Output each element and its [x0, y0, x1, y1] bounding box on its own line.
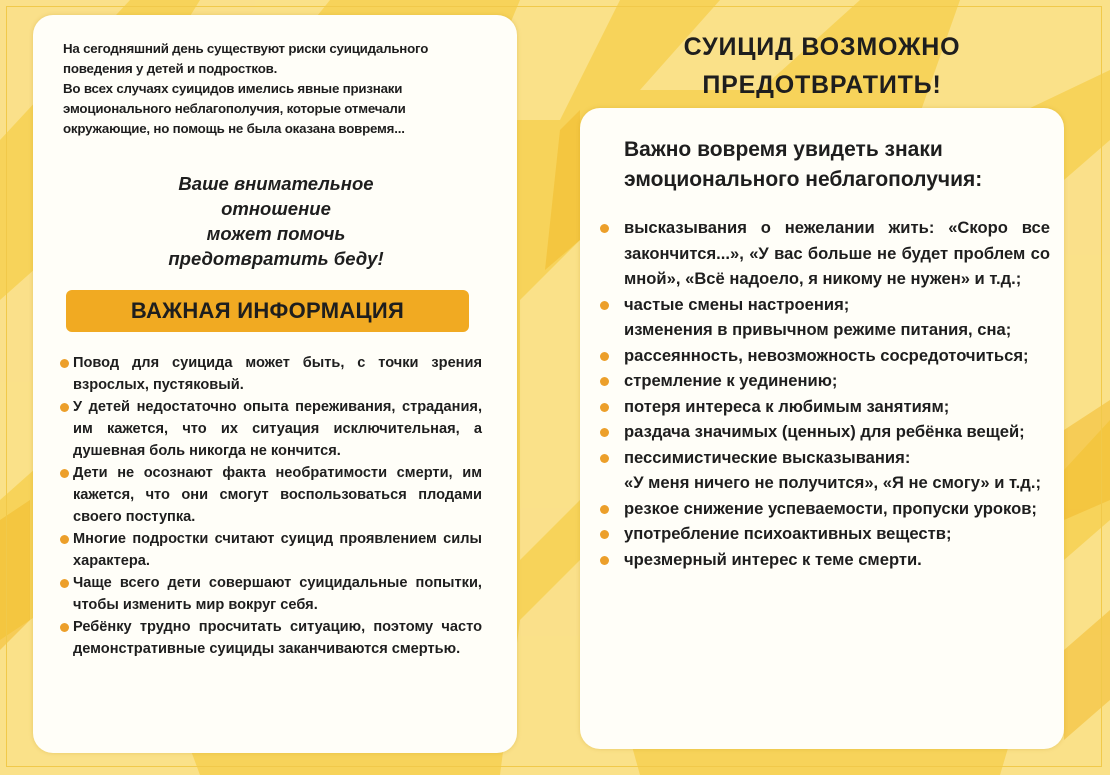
list-item	[600, 343, 1050, 369]
list-item	[60, 462, 482, 528]
fact-text: Чаще всего дети совершают суицидальные попытки, чтобы изменить мир вокруг себя.	[73, 575, 482, 613]
bullet-icon	[60, 623, 69, 632]
list-item	[600, 470, 1050, 496]
sign-text: частые смены настроения;	[624, 294, 850, 314]
callout-line: может помочь	[206, 223, 346, 244]
list-item	[600, 215, 1050, 292]
sign-text: «У меня ничего не получится», «Я не смогу» и т.д.;	[624, 473, 1041, 492]
intro-paragraph: На сегодняшний день существуют риски суицидального поведения у детей и подростков.	[63, 41, 429, 76]
bullet-icon	[600, 224, 609, 233]
bullet-icon	[600, 556, 609, 565]
bullet-icon	[600, 428, 609, 437]
bullet-icon	[600, 505, 609, 514]
sign-text: изменения в привычном режиме питания, сна;	[624, 320, 1012, 339]
list-item	[600, 317, 1050, 343]
main-title-line: ПРЕДОТВРАТИТЬ!	[702, 71, 942, 99]
fact-text: Дети не осознают факта необратимости смерти, им кажется, что они смогут воспользоваться плодами своего поступка.	[73, 465, 482, 525]
bullet-icon	[600, 454, 609, 463]
sign-text: стремление к уединению;	[624, 371, 838, 390]
signs-heading-line: эмоционального неблагополучия:	[624, 168, 983, 191]
bullet-icon	[60, 535, 69, 544]
bullet-icon	[60, 469, 69, 478]
fact-text: У детей недостаточно опыта переживания, страдания, им кажется, что их ситуация исключительная, а душевная боль никогда не кончится.	[73, 399, 482, 459]
bullet-icon	[60, 579, 69, 588]
sign-text: резкое снижение успеваемости, пропуски уроков;	[624, 498, 1037, 518]
intro-paragraph: Во всех случаях суицидов имелись явные признаки эмоционального неблагополучия, которые отмечали окружающие, но помощь не была оказана вовремя...	[63, 81, 406, 136]
facts-list	[60, 352, 482, 660]
callout-line: предотвратить беду!	[168, 248, 384, 269]
list-item	[600, 496, 1050, 522]
bullet-icon	[600, 352, 609, 361]
signs-heading	[624, 135, 1044, 195]
bullet-icon	[600, 530, 609, 539]
sign-text: употребление психоактивных веществ;	[624, 524, 952, 543]
sign-text: высказывания о нежелании жить: «Скоро все закончится...», «У вас больше не будет проблем со мной», «Всё надоело, я никому не нужен» и т.д.;	[624, 218, 1050, 288]
list-item	[600, 394, 1050, 420]
list-item	[600, 521, 1050, 547]
list-item	[60, 616, 482, 660]
sign-text: рассеянность, невозможность сосредоточиться;	[624, 345, 1029, 365]
bullet-icon	[600, 301, 609, 310]
important-info-banner: ВАЖНАЯ ИНФОРМАЦИЯ	[66, 290, 469, 332]
sign-text: раздача значимых (ценных) для ребёнка вещей;	[624, 422, 1025, 441]
bullet-icon	[600, 403, 609, 412]
sign-text: чрезмерный интерес к теме смерти.	[624, 549, 922, 569]
signs-heading-line: Важно вовремя увидеть знаки	[624, 138, 943, 161]
bullet-icon	[60, 403, 69, 412]
intro-text	[63, 39, 489, 139]
sign-text: потеря интереса к любимым занятиям;	[624, 396, 950, 416]
list-item	[60, 572, 482, 616]
callout-line: Ваше внимательное	[178, 173, 374, 194]
callout-line: отношение	[221, 198, 331, 219]
fact-text: Повод для суицида может быть, с точки зрения взрослых, пустяковый.	[73, 355, 482, 393]
left-panel	[33, 15, 517, 753]
sign-text: пессимистические высказывания:	[624, 447, 911, 467]
callout-text	[63, 171, 489, 271]
right-panel	[580, 108, 1064, 749]
list-item	[60, 528, 482, 572]
list-item	[60, 352, 482, 396]
fact-text: Ребёнку трудно просчитать ситуацию, поэтому часто демонстративные суициды заканчиваются смертью.	[73, 619, 482, 657]
signs-list	[600, 215, 1050, 572]
main-title	[580, 28, 1064, 104]
fact-text: Многие подростки считают суицид проявлением силы характера.	[73, 531, 482, 569]
list-item	[600, 368, 1050, 394]
main-title-line: СУИЦИД ВОЗМОЖНО	[683, 33, 961, 61]
list-item	[600, 292, 1050, 318]
bullet-icon	[60, 359, 69, 368]
list-item	[600, 445, 1050, 471]
bullet-icon	[600, 377, 609, 386]
list-item	[60, 396, 482, 462]
list-item	[600, 419, 1050, 445]
list-item	[600, 547, 1050, 573]
